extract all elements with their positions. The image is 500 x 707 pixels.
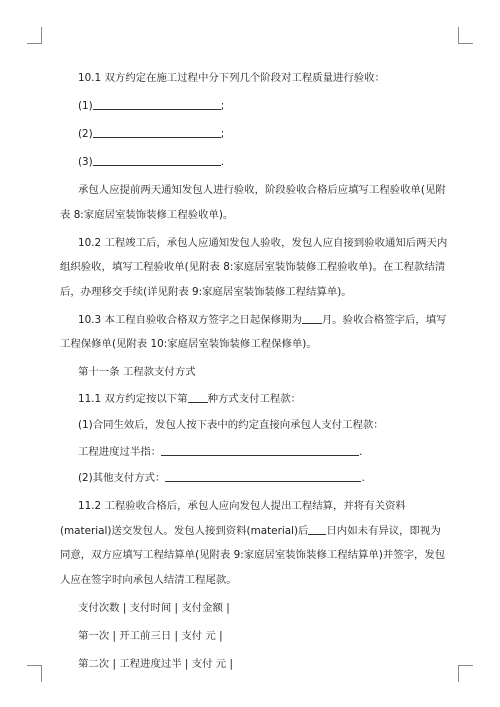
payment-option-1: (1)合同生效后，发包人按下表中的约定直接向承包人支付工程款： <box>78 419 384 431</box>
crop-mark-top-left <box>41 27 42 44</box>
clause-11-2-line-3: 同意，双方应填写工程结算单(见附表 9:家庭居室装饰装修工程结算单)并签字，发包 <box>60 549 446 561</box>
clause-10-2-line-1: 10.2 工程竣工后，承包人应通知发包人验收，发包人应自接到验收通知后两天内 <box>78 236 448 249</box>
notice-paragraph-line-2: 表 8:家庭居室装饰装修工程验收单)。 <box>60 208 234 221</box>
line-end: . <box>361 472 365 484</box>
fill-in-blank <box>93 125 221 138</box>
stage-item-3 <box>60 150 438 175</box>
progress-half-label: 工程进度过半指： <box>78 445 162 458</box>
document-body <box>60 66 448 676</box>
payment-table-header: 支付次数 | 支付时间 | 支付金额 | <box>78 601 230 614</box>
crop-mark-top-right <box>458 43 473 44</box>
stage-item-end: . <box>220 156 225 168</box>
fill-in-blank <box>93 153 221 166</box>
clause-11-2-text: 日内如未有异议，即视为 <box>326 524 441 537</box>
clause-11-2-text: (material)送交发包人。发包人接到资料(material)后 <box>60 524 309 537</box>
crop-mark-bottom-left <box>27 665 42 666</box>
clause-11-1-text: 种方式支付工程款： <box>207 392 302 405</box>
payment-option-2-label: (2)其他支付方式： <box>78 472 166 484</box>
fill-in-blank <box>93 97 221 110</box>
stage-item-number: (2) <box>78 128 93 140</box>
clause-10-2-line-3: 后，办理移交手续(详见附表 9:家庭居室装饰装修工程结算单)。 <box>60 285 352 298</box>
clause-10-3-text: 月。验收合格签字后，填写 <box>321 313 447 326</box>
stage-item-number: (3) <box>78 156 93 168</box>
stage-item-1 <box>60 94 438 119</box>
fill-in-blank <box>161 443 359 456</box>
payment-table-row: 第二次 | 工程进度过半 | 支付 元 | <box>78 657 234 670</box>
fill-in-blank <box>188 390 208 403</box>
clause-10-3-text: 10.3 本工程自验收合格双方签字之日起保修期为 <box>78 313 302 326</box>
payment-table-row: 第一次 | 开工前三日 | 支付 元 | <box>78 629 223 642</box>
clause-11-2-line-2 <box>60 519 441 544</box>
clause-11-2-line-4: 人应在签字时向承包人结清工程尾款。 <box>60 573 237 586</box>
crop-mark-bottom-right <box>458 665 473 666</box>
clause-11-2-line-1: 11.2 工程验收合格后，承包人应向发包人提出工程结算，并将有关资料 <box>78 500 406 512</box>
article-11-title: 第十一条 工程款支付方式 <box>78 366 196 378</box>
crop-mark-top-right <box>458 27 459 44</box>
stage-item-number: (1) <box>78 100 93 112</box>
clause-10-1-intro: 10.1 双方约定在施工过程中分下列几个阶段对工程质量进行验收： <box>78 72 385 84</box>
clause-11-1 <box>60 387 438 412</box>
clause-10-3-line-1 <box>60 308 447 333</box>
notice-paragraph-line-1: 承包人应提前两天通知发包人进行验收，阶段验收合格后应填写工程验收单(见附 <box>78 184 446 196</box>
stage-item-end: ; <box>220 128 225 140</box>
payment-option-2 <box>60 466 438 491</box>
crop-mark-top-left <box>27 43 42 44</box>
clause-10-2-line-2: 组织验收，填写工程验收单(见附表 8:家庭居室装饰装修工程验收单)。在工程款结清 <box>60 261 446 273</box>
fill-in-blank <box>165 469 361 482</box>
stage-item-2 <box>60 122 438 147</box>
progress-half-definition <box>60 440 438 465</box>
fill-in-blank <box>302 311 322 324</box>
clause-10-3-line-2: 工程保修单(见附表 10:家庭居室装饰装修工程保修单)。 <box>60 338 317 350</box>
crop-mark-bottom-right <box>458 665 459 682</box>
stage-item-end: ; <box>220 100 225 112</box>
line-end: . <box>359 445 363 458</box>
crop-mark-bottom-left <box>41 665 42 682</box>
fill-in-blank <box>308 522 326 535</box>
clause-11-1-text: 11.1 双方约定按以下第 <box>78 392 188 405</box>
